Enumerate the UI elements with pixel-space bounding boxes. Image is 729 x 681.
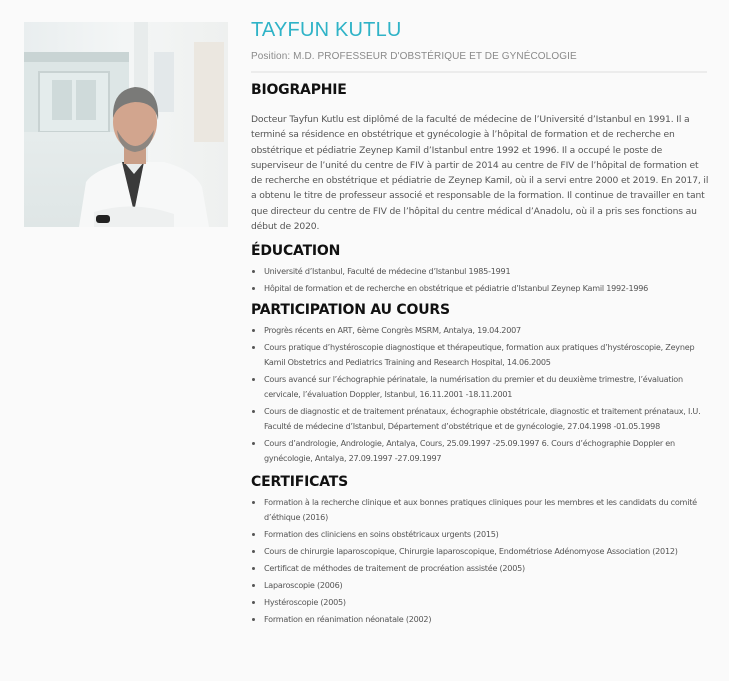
certificate-item: Hystéroscopie (2005)	[251, 595, 711, 610]
certificate-item: Formation en réanimation néonatale (2002)	[251, 612, 711, 627]
doctor-position: Position: M.D. PROFESSEUR D'OBSTÉRIQUE ET DE GYNÉCOLOGIE	[251, 51, 577, 62]
doctor-portrait-image	[24, 22, 228, 227]
course-item: Cours pratique d’hystéroscopie diagnostique et thérapeutique, formation aux pratiques d’hystéroscopie, Zeynep Kamil Obstetrics and Pediatrics Training and Research Hospital, 14.06.2005	[251, 340, 711, 370]
course-item: Cours d’andrologie, Andrologie, Antalya, Cours, 25.09.1997 -25.09.1997 6. Cours d’échographie Doppler en gynécologie, Antalya, 27.09.1997 -27.09.1997	[251, 436, 711, 466]
course-item: Progrès récents en ART, 6ème Congrès MSRM, Antalya, 19.04.2007	[251, 323, 711, 338]
course-item: Cours de diagnostic et de traitement prénataux, échographie obstétricale, diagnostic et traitement prénataux, I.U. Faculté de médecine d’Istanbul, Département d’obstétrique et de gynécologie, 27.04.1998 -01.05.1998	[251, 404, 711, 434]
education-heading: ÉDUCATION	[251, 243, 341, 260]
profile-content	[251, 18, 711, 629]
certificates-list	[251, 495, 711, 627]
certificate-item: Formation des cliniciens en soins obstétricaux urgents (2015)	[251, 527, 711, 542]
certificate-item: Laparoscopie (2006)	[251, 578, 711, 593]
course-item: Cours avancé sur l’échographie périnatale, la numérisation du premier et du deuxième trimestre, l’évaluation cervicale, l’évaluation Doppler, Istanbul, 16.11.2001 -18.11.2001	[251, 372, 711, 402]
header-divider	[251, 71, 707, 73]
certificate-item: Cours de chirurgie laparoscopique, Chirurgie laparoscopique, Endométriose Adénomyose Association (2012)	[251, 544, 711, 559]
education-item: Université d’Istanbul, Faculté de médecine d’Istanbul 1985-1991	[251, 264, 711, 279]
certificate-item: Formation à la recherche clinique et aux bonnes pratiques cliniques pour les membres et les candidats du comité d’éthique (2016)	[251, 495, 711, 525]
course-participation-list	[251, 323, 711, 466]
education-item: Hôpital de formation et de recherche en obstétrique et pédiatrie d’Istanbul Zeynep Kamil 1992-1996	[251, 281, 711, 296]
doctor-photo	[24, 22, 228, 227]
doctor-name: TAYFUN KUTLU	[251, 19, 402, 41]
certificate-item: Certificat de méthodes de traitement de procréation assistée (2005)	[251, 561, 711, 576]
biography-heading: BIOGRAPHIE	[251, 82, 347, 98]
biography-text: Docteur Tayfun Kutlu est diplômé de la faculté de médecine de l’Université d’Istanbul en 1991. Il a terminé sa résidence en obstétrique et gynécologie à l’hôpital de formation et de recherche en obstétrique et pédiatrie Zeynep Kamil d’Istanbul entre 1992 et 1996. Il a occupé le poste de superviseur de l’unité du centre de FIV à partir de 2014 au centre de FIV de l’hôpital de formation et de recherche en obstétrique et pédiatrie de Zeynep Kamil, où il a servi entre 2000 et 2019. En 2017, il a obtenu le titre de professeur associé et responsable de la formation. Il continue de travailler en tant que directeur du centre de FIV de l’hôpital du centre médical d’Anadolu, où il a pris ses fonctions au début de 2020.	[251, 114, 709, 233]
certificates-heading: CERTIFICATS	[251, 474, 348, 491]
course-participation-heading: PARTICIPATION AU COURS	[251, 302, 450, 319]
education-list	[251, 264, 711, 296]
